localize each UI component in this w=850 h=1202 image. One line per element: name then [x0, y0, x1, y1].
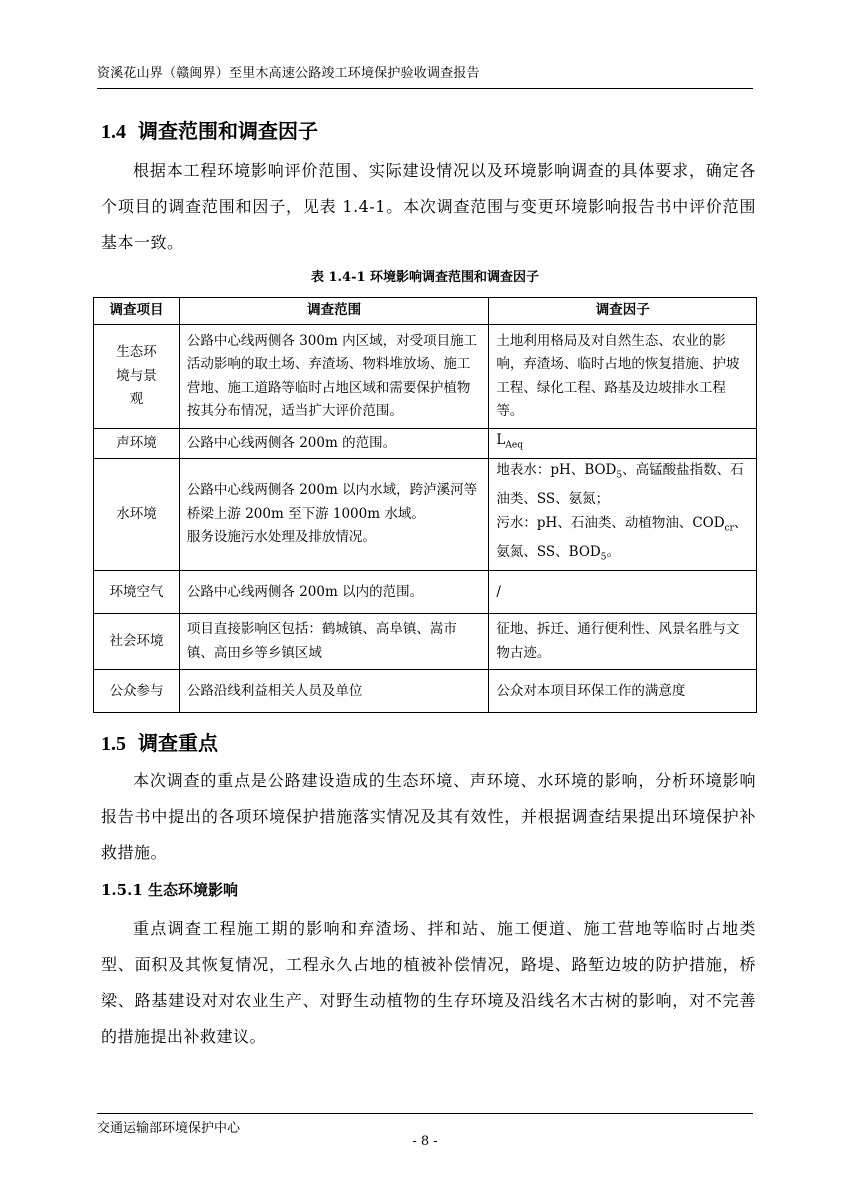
- row-scope: 公路沿线利益相关人员及单位: [179, 670, 488, 713]
- section-heading-1-4: [101, 115, 318, 144]
- row-factors: /: [489, 571, 757, 614]
- scope-line: 公路中心线两侧各 200m 以内水域，跨泸溪河等桥梁上游 200m 至下游 1000m 水域。: [186, 482, 478, 522]
- table-row: [94, 571, 757, 614]
- column-header: 调查因子: [489, 298, 757, 325]
- table-caption: 表 1.4-1 环境影响调查范围和调查因子: [310, 270, 540, 285]
- table-header-row: [94, 298, 757, 325]
- row-factors: [489, 459, 757, 571]
- footer-organization: 交通运输部环境保护中心: [97, 1121, 241, 1136]
- section-number: 1.4: [101, 121, 126, 143]
- row-scope: [179, 459, 488, 571]
- footer-rule: [97, 1113, 753, 1114]
- subsection-heading-1-5-1: 1.5.1 生态环境影响: [101, 881, 238, 899]
- scope-line: 服务设施污水处理及排放情况。: [186, 529, 376, 546]
- row-item: 声环境: [94, 429, 180, 459]
- row-scope: 公路中心线两侧各 200m 以内的范围。: [179, 571, 488, 614]
- table-row: [94, 459, 757, 571]
- row-factors: 土地利用格局及对自然生态、农业的影响，弃渣场、临时占地的恢复措施、护坡工程、绿化工程、路基及边坡排水工程等。: [489, 325, 757, 429]
- section-title: 调查范围和调查因子: [138, 119, 318, 143]
- row-item: 社会环境: [94, 614, 180, 670]
- table-row: [94, 429, 757, 459]
- column-header: 调查项目: [94, 298, 180, 325]
- row-item: 公众参与: [94, 670, 180, 713]
- section-number: 1.5: [101, 733, 126, 755]
- header-rule: [97, 88, 753, 89]
- survey-scope-table: [93, 297, 757, 713]
- surface-water-factors: 地表水：pH、$BOD_5$、高锰酸盐指数、石油类、SS、氨氮；: [496, 462, 744, 508]
- noise-symbol: L: [496, 432, 506, 448]
- row-item: 生态环境与景观: [94, 325, 180, 429]
- section-heading-1-5: [101, 727, 218, 756]
- section-1-4-paragraph: 根据本工程环境影响评价范围、实际建设情况以及环境影响调查的具体要求，确定各个项目的调查范围和因子，见表 1.4-1。本次调查范围与变更环境影响报告书中评价范围基本一致。: [101, 161, 756, 252]
- row-item: 环境空气: [94, 571, 180, 614]
- column-header: 调查范围: [179, 298, 488, 325]
- section-title: 调查重点: [138, 731, 218, 755]
- row-scope: 公路中心线两侧各 300m 内区域，对受项目施工活动影响的取土场、弃渣场、物料堆放场、施工营地、施工道路等临时占地区域和需要保护植物按其分布情况，适当扩大评价范围。: [179, 325, 488, 429]
- row-scope: 项目直接影响区包括：鹤城镇、高阜镇、嵩市镇、高田乡等乡镇区域: [179, 614, 488, 670]
- noise-subscript: Aeq: [505, 440, 523, 451]
- section-1-5-1-paragraph: 重点调查工程施工期的影响和弃渣场、拌和站、施工便道、施工营地等临时占地类型、面积及其恢复情况，工程永久占地的植被补偿情况，路堤、路堑边坡的防护措施，桥梁、路基建设对对农业生产、对野生动植物的生存环境及沿线名木古树的影响，对不完善的措施提出补救建议。: [101, 919, 756, 1046]
- section-1-5-paragraph: 本次调查的重点是公路建设造成的生态环境、声环境、水环境的影响，分析环境影响报告书中提出的各项环境保护措施落实情况及其有效性，并根据调查结果提出环境保护补救措施。: [101, 771, 756, 862]
- sewage-factors: 污水：pH、石油类、动植物油、$COD_{cr}$、氨氮、SS、$BOD_5$。: [496, 514, 748, 563]
- table-row: [94, 614, 757, 670]
- row-item: 水环境: [94, 459, 180, 571]
- table-row: [94, 670, 757, 713]
- row-scope: 公路中心线两侧各 200m 的范围。: [179, 429, 488, 459]
- row-factors: 征地、拆迁、通行便利性、风景名胜与文物古迹。: [489, 614, 757, 670]
- table-row: [94, 325, 757, 429]
- row-factors: [489, 429, 757, 459]
- page-number: - 8 -: [412, 1134, 438, 1149]
- running-header: 资溪花山界（赣闽界）至里木高速公路竣工环境保护验收调查报告: [97, 66, 480, 81]
- row-factors: 公众对本项目环保工作的满意度: [489, 670, 757, 713]
